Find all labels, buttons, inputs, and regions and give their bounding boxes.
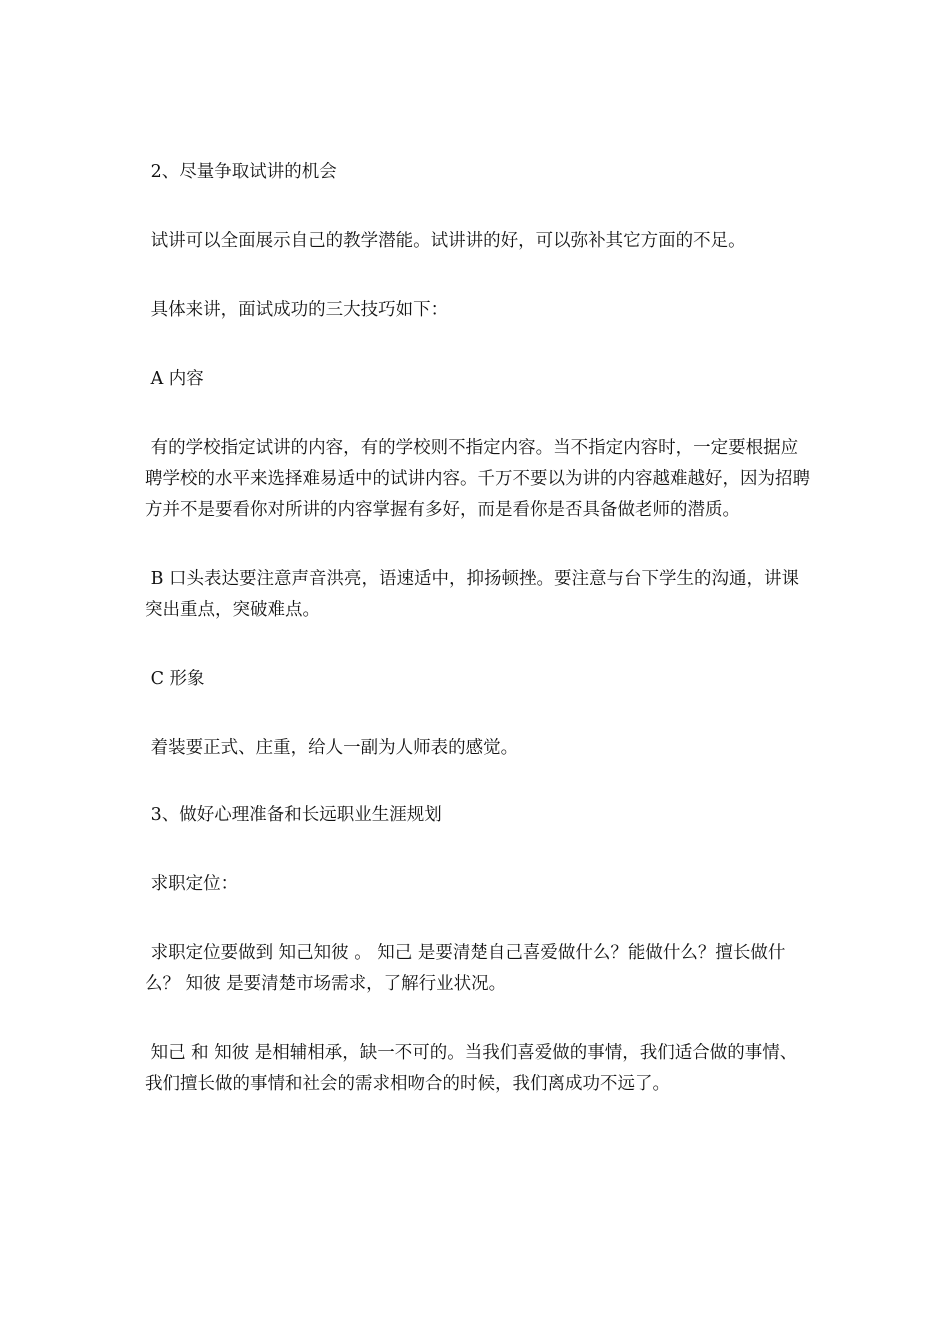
paragraph: 具体来讲，面试成功的三大技巧如下： <box>145 300 449 320</box>
section-heading-trial-lecture: 2、尽量争取试讲的机会 <box>145 162 337 182</box>
paragraph: B 口头表达要注意声音洪亮，语速适中，抑扬顿挫。要注意与台下学生的沟通，讲课突出重点，突破难点。 <box>145 569 799 620</box>
paragraph: 知己 和 知彼 是相辅相承，缺一不可的。当我们喜爱做的事情，我们适合做的事情、我们擅长做的事情和社会的需求相吻合的时候，我们离成功不远了。 <box>145 1043 798 1094</box>
subheading-job-positioning: 求职定位： <box>145 874 239 894</box>
paragraph: 求职定位要做到 知己知彼 。 知己 是要清楚自己喜爱做什么？能做什么？擅长做什么？ 知彼 是要清楚市场需求，了解行业状况。 <box>145 943 786 994</box>
subheading-image: C 形象 <box>145 669 205 689</box>
paragraph: 着装要正式、庄重，给人一副为人师表的感觉。 <box>145 738 519 758</box>
paragraph: 有的学校指定试讲的内容，有的学校则不指定内容。当不指定内容时，一定要根据应聘学校的水平来选择难易适中的试讲内容。千万不要以为讲的内容越难越好，因为招聘方并不是要看你对所讲的内容掌握有多好，而是看你是否具备做老师的潜质。 <box>145 438 810 520</box>
document-body <box>145 157 813 1138</box>
paragraph: 试讲可以全面展示自己的教学潜能。试讲讲的好，可以弥补其它方面的不足。 <box>145 231 746 251</box>
section-heading-career-planning: 3、做好心理准备和长远职业生涯规划 <box>145 805 442 825</box>
subheading-content: A 内容 <box>145 369 204 389</box>
